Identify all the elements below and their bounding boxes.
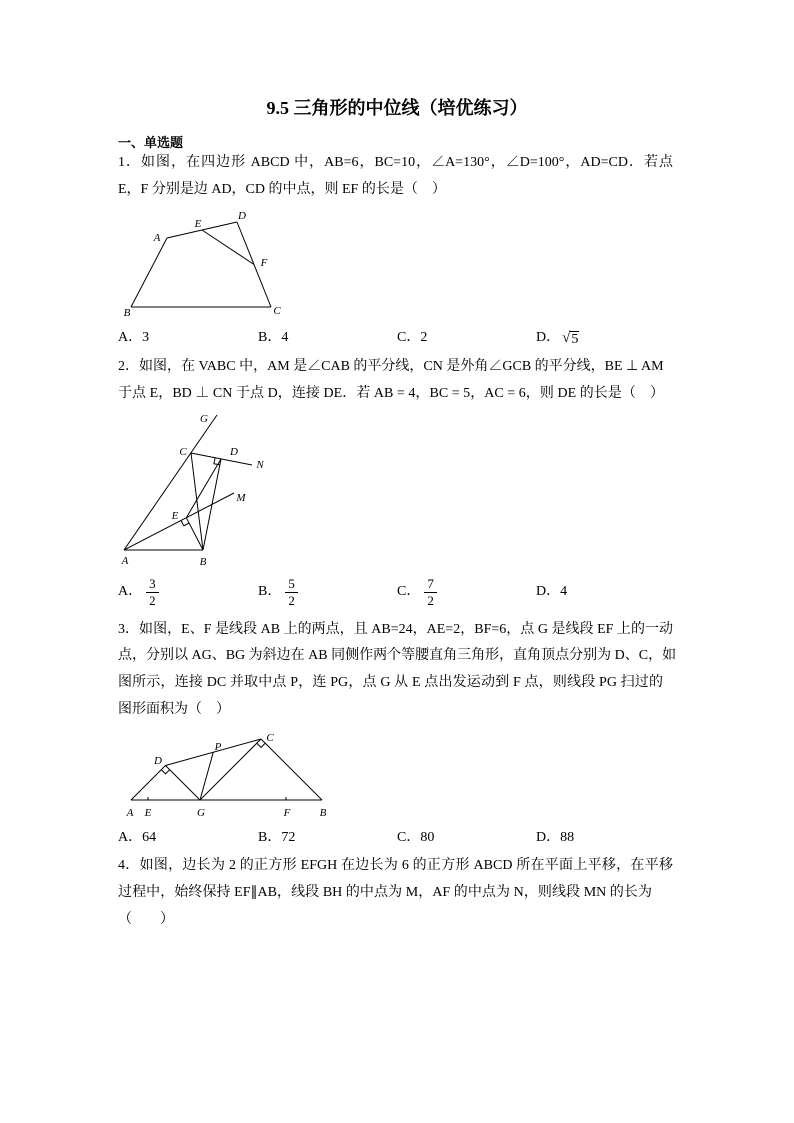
- choice-value: 64: [142, 830, 157, 845]
- q3-line-1: 3．如图，E、F 是线段 AB 上的两点，且 AB=24，AE=2，BF=6，点 G 是线段 EF 上的一动: [118, 622, 673, 637]
- q3-choice-c: [397, 828, 434, 848]
- q1-choice-b: [258, 328, 288, 348]
- q3-right-angle-d: [161, 770, 169, 774]
- choice-letter: B．: [258, 584, 282, 599]
- q3-line-4: 图形面积为（ ）: [118, 702, 230, 717]
- choice-letter: A．: [118, 830, 143, 845]
- numerator: 3: [146, 576, 159, 593]
- fraction: [285, 576, 298, 609]
- q1-line-1: 1．如图，在四边形 ABCD 中，AB=6，BC=10，∠A=130°，∠D=100°，AD=CD．若点: [118, 155, 673, 170]
- denominator: 2: [427, 592, 434, 608]
- q3-line-3: 图所示，连接 DC 并取中点 P，连 PG，点 G 从 E 点出发运动到 F 点，则线段 PG 扫过的: [118, 675, 663, 690]
- q2-choice-a: [118, 572, 159, 612]
- choice-letter: B．: [258, 330, 282, 345]
- q1-label-e: E: [194, 218, 202, 230]
- q3-right-angle-c: [257, 743, 265, 747]
- q1-segment-ab: [131, 238, 167, 307]
- q2-ray-am: [124, 493, 234, 550]
- q2-segment-be: [186, 518, 203, 550]
- page-title: 9.5 三角形的中位线（培优练习）: [266, 98, 528, 118]
- q4-line-1: 4．如图，边长为 2 的正方形 EFGH 在边长为 6 的正方形 ABCD 所在平面上平移，在平移: [118, 858, 673, 873]
- fraction: [424, 576, 437, 609]
- choice-value: 80: [420, 830, 435, 845]
- choice-letter: D．: [536, 584, 561, 599]
- choice-value: 4: [281, 330, 289, 345]
- q1-figure-quadrilateral: [115, 205, 290, 325]
- q2-label-g: G: [200, 413, 208, 425]
- q2-segment-cb: [191, 453, 203, 550]
- q2-segment-bd: [203, 459, 221, 550]
- q2-label-b: B: [199, 556, 207, 568]
- q2-label-e: E: [171, 510, 179, 522]
- q3-segment-gc: [200, 739, 261, 800]
- choice-letter: C．: [397, 330, 421, 345]
- q3-label-c: C: [266, 732, 274, 744]
- choice-letter: A．: [118, 330, 143, 345]
- q1-label-a: A: [153, 232, 161, 244]
- q1-label-d: D: [238, 210, 246, 222]
- choice-letter: D．: [536, 330, 561, 345]
- q2-label-m: M: [236, 492, 246, 504]
- q2-choice-b: [258, 572, 298, 612]
- q4-line-3: （ ）: [118, 912, 174, 927]
- choice-value: 4: [560, 584, 568, 599]
- q3-label-p: P: [214, 741, 222, 753]
- choice-letter: C．: [397, 830, 421, 845]
- q2-choice-d: [536, 582, 567, 602]
- q2-label-c: C: [179, 446, 187, 458]
- choice-value: 2: [420, 330, 428, 345]
- q3-segment-dg: [166, 766, 201, 801]
- q3-segment-cb: [261, 739, 322, 800]
- q3-label-g: G: [197, 807, 205, 819]
- fraction: [146, 576, 159, 609]
- q3-choice-a: [118, 828, 156, 848]
- q2-line-2: 于点 E，BD ⊥ CN 于点 D，连接 DE．若 AB = 4，BC = 5，AC = 6，则 DE 的长是（ ）: [118, 386, 664, 401]
- q3-label-e: E: [144, 807, 152, 819]
- numerator: 7: [424, 576, 437, 593]
- denominator: 2: [149, 592, 156, 608]
- choice-letter: A．: [118, 584, 143, 599]
- q3-label-f: F: [283, 807, 291, 819]
- q3-choice-d: [536, 828, 574, 848]
- q1-segment-ef: [202, 230, 254, 265]
- numerator: 5: [285, 576, 298, 593]
- q2-figure-triangle: [115, 405, 275, 570]
- q2-ray-ag: [124, 415, 217, 550]
- q4-line-2: 过程中，始终保持 EF∥AB，线段 BH 的中点为 M，AF 的中点为 N，则线段 MN 的长为: [118, 885, 652, 900]
- radical-sign: √: [562, 330, 571, 346]
- q3-figure-isosceles-right-triangles: [120, 728, 335, 822]
- q3-line-2: 点，分别以 AG、BG 为斜边在 AB 同侧作两个等腰直角三角形，直角顶点分别为 D、C，如: [118, 648, 677, 663]
- q3-label-d: D: [154, 755, 162, 767]
- q3-label-b: B: [319, 807, 327, 819]
- q2-label-a: A: [121, 555, 129, 567]
- q1-choice-c: [397, 328, 427, 348]
- q1-line-2: E，F 分别是边 AD，CD 的中点，则 EF 的长是（ ）: [118, 182, 446, 197]
- q1-label-b: B: [123, 307, 131, 319]
- choice-letter: B．: [258, 830, 282, 845]
- q2-ray-cn: [191, 453, 252, 465]
- q3-label-a: A: [126, 807, 134, 819]
- q1-choice-d: [536, 328, 579, 348]
- q1-label-c: C: [273, 305, 281, 317]
- q2-label-n: N: [256, 459, 264, 471]
- section-heading: 一、单选题: [118, 135, 184, 150]
- choice-value: 72: [281, 830, 296, 845]
- q2-label-d: D: [230, 446, 238, 458]
- q2-line-1: 2．如图，在 VABC 中，AM 是∠CAB 的平分线，CN 是外角∠GCB 的平分线，BE ⊥ AM: [118, 359, 664, 374]
- q1-label-f: F: [260, 257, 268, 269]
- choice-value: 88: [560, 830, 575, 845]
- choice-letter: C．: [397, 584, 421, 599]
- q2-choice-c: [397, 572, 437, 612]
- q3-choice-b: [258, 828, 295, 848]
- choice-letter: D．: [536, 830, 561, 845]
- q1-choice-a: [118, 328, 149, 348]
- choice-value: 3: [142, 330, 150, 345]
- denominator: 2: [288, 592, 295, 608]
- radicand: 5: [571, 331, 579, 347]
- q3-segment-ad: [131, 766, 166, 801]
